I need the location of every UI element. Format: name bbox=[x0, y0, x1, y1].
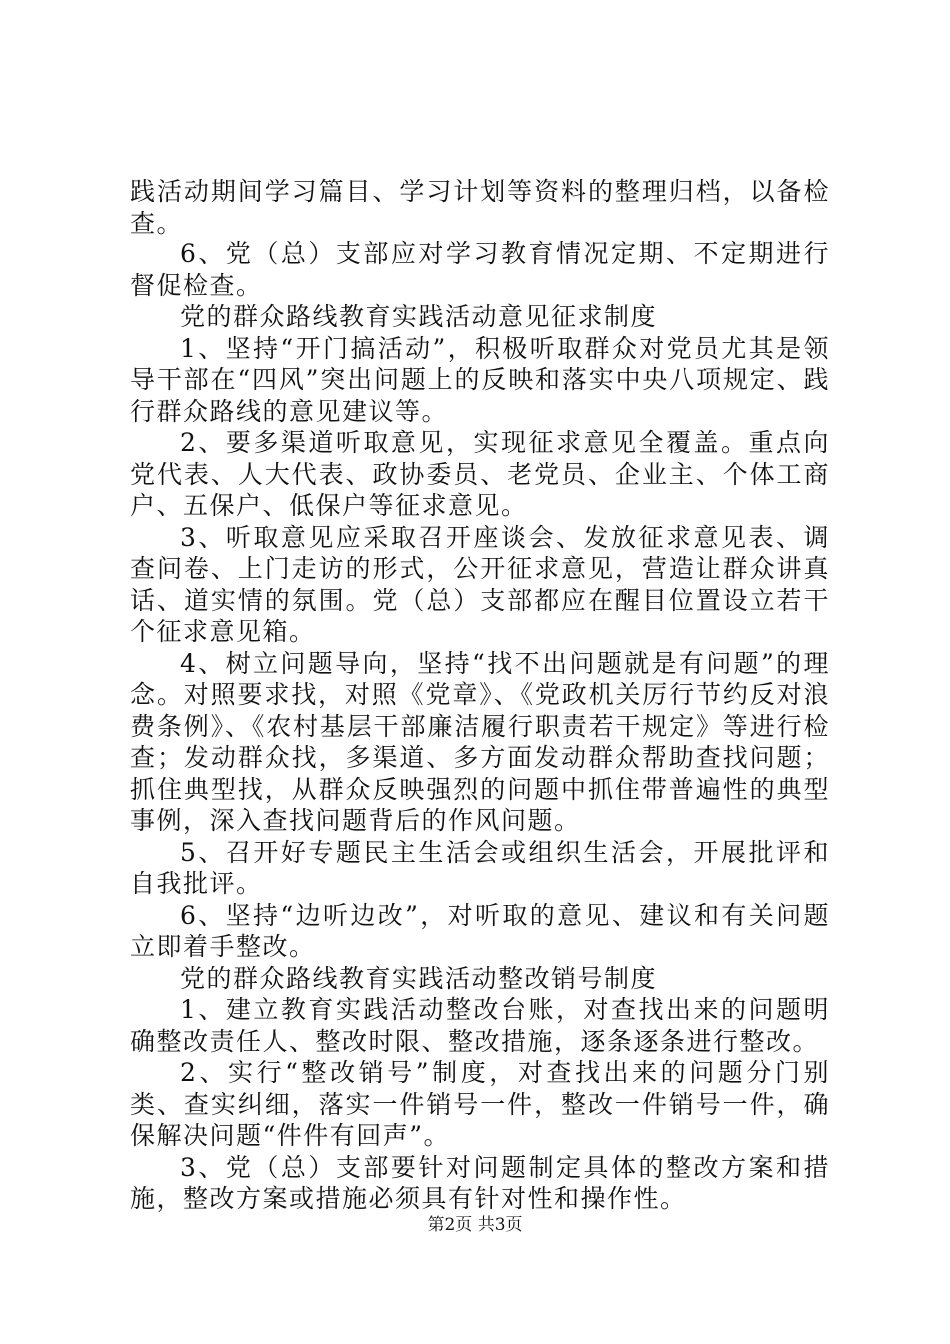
carryover-line: 践活动期间学习篇目、学习计划等资料的整理归档，以备检查。 bbox=[130, 177, 830, 238]
section-heading: 党的群众路线教育实践活动整改销号制度 bbox=[180, 963, 658, 993]
paragraph: 2、要多渠道听取意见，实现征求意见全覆盖。重点向党代表、人大代表、政协委员、老党员、企业主、个体工商户、五保户、低保户等征求意见。 bbox=[130, 428, 830, 520]
section-heading: 党的群众路线教育实践活动意见征求制度 bbox=[180, 302, 658, 331]
paragraph: 6、坚持“边听边改”，对听取的意见、建议和有关问题立即着手整改。 bbox=[130, 900, 830, 961]
page-number-footer: 第2页 共3页 bbox=[427, 1215, 523, 1235]
paragraph: 4、树立问题导向，坚持“找不出问题就是有问题”的理念。对照要求找，对照《党章》、《党政机关厉行节约反对浪费条例》、《农村基层干部廉洁履行职责若干规定》等进行检查；发动群众找，多渠道、多方面发动群众帮助查找问题；抓住典型找，从群众反映强烈的问题中抓住带普遍性的典型事例，深入查找问题背后的作风问题。 bbox=[130, 648, 830, 835]
carryover-block bbox=[130, 176, 830, 239]
paragraph: 6、党（总）支部应对学习教育情况定期、不定期进行督促检查。 bbox=[130, 239, 830, 300]
paragraph: 2、实行“整改销号”制度，对查找出来的问题分门别类、查实纠细，落实一件销号一件，整改一件销号一件，确保解决问题“件件有回声”。 bbox=[130, 1058, 830, 1150]
paragraph: 1、建立教育实践活动整改台账，对查找出来的问题明确整改责任人、整改时限、整改措施，逐条逐条进行整改。 bbox=[130, 995, 830, 1056]
paragraph: 3、党（总）支部要针对问题制定具体的整改方案和措施，整改方案或措施必须具有针对性和操作性。 bbox=[130, 1152, 830, 1213]
document-body bbox=[130, 238, 830, 1215]
paragraph: 1、坚持“开门搞活动”，积极听取群众对党员尤其是领导干部在“四风”突出问题上的反映和落实中央八项规定、践行群众路线的意见建议等。 bbox=[130, 333, 830, 426]
paragraph: 5、召开好专题民主生活会或组织生活会，开展批评和自我批评。 bbox=[130, 837, 830, 898]
paragraph: 3、听取意见应采取召开座谈会、发放征求意见表、调查问卷、上门走访的形式，公开征求意见，营造让群众讲真话、道实情的氛围。党（总）支部都应在醒目位置设立若干个征求意见箱。 bbox=[130, 522, 830, 646]
